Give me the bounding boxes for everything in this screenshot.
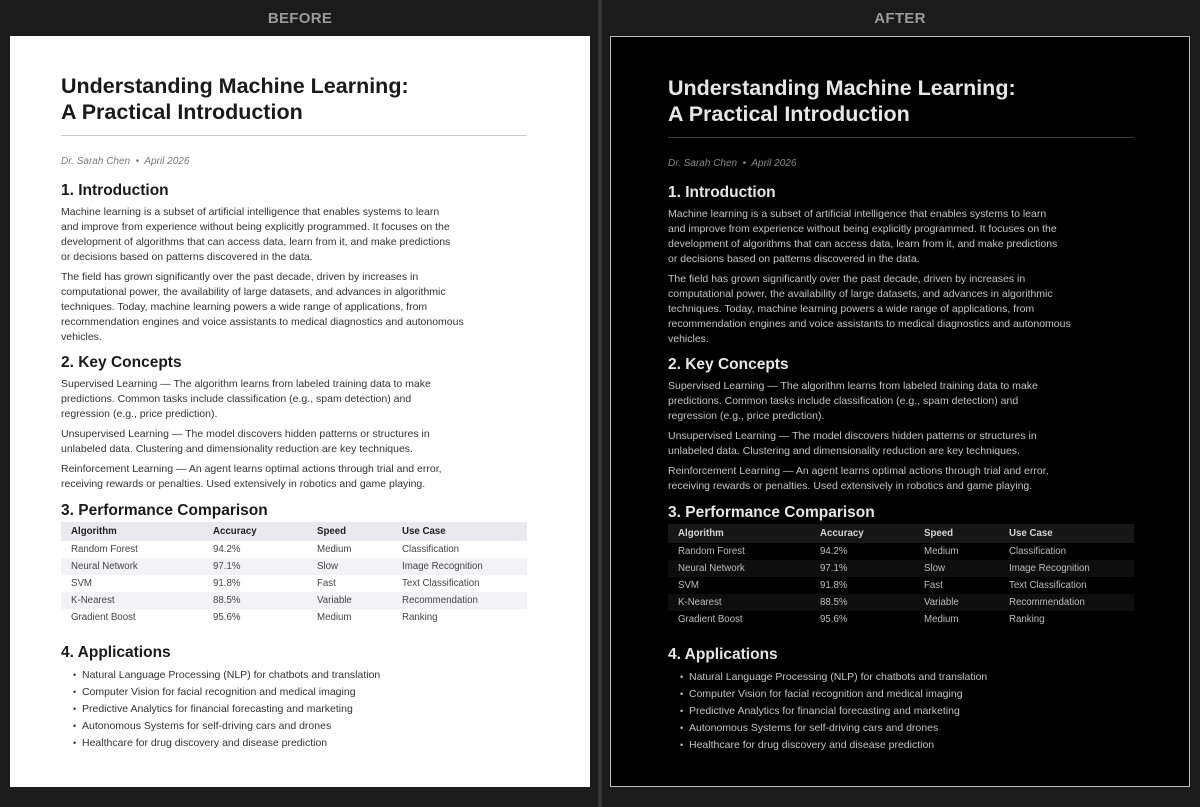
paragraph: Reinforcement Learning — An agent learns optimal actions through trial and error, receiving rewards or penalties. Used extensively in robotics and game playing. <box>61 463 442 490</box>
table-cell: Neural Network <box>668 560 810 577</box>
paragraph: Supervised Learning — The algorithm learns from labeled training data to make predictions. Common tasks include classification (e.g., spam detection) and regression (e.g., price prediction). <box>668 380 1038 422</box>
table-cell: Slow <box>307 558 392 575</box>
column-header: Accuracy <box>203 522 307 541</box>
table-row <box>61 558 527 575</box>
section-heading-performance: 3. Performance Comparison <box>61 502 268 519</box>
document-title <box>668 75 1134 127</box>
table-cell: Medium <box>317 544 352 555</box>
table-row <box>668 577 1134 594</box>
section-heading-key-concepts: 2. Key Concepts <box>668 356 789 373</box>
pane-divider <box>598 0 602 807</box>
date: April 2026 <box>751 158 797 169</box>
table-cell: Image Recognition <box>392 558 527 575</box>
list-item: • Autonomous Systems for self-driving cars and drones <box>73 718 527 735</box>
title-rule <box>61 135 527 136</box>
table-cell: Medium <box>924 614 959 625</box>
table-cell: K-Nearest <box>668 594 810 611</box>
title-rule <box>668 137 1134 138</box>
table-row <box>61 575 527 592</box>
table-cell: Text Classification <box>402 578 480 589</box>
document <box>61 73 527 752</box>
table-cell: 95.6% <box>213 612 241 623</box>
byline <box>61 156 527 167</box>
byline-separator: • <box>742 158 747 169</box>
list-item: • Healthcare for drug discovery and disease prediction <box>73 735 527 752</box>
table-row <box>61 541 527 558</box>
table-cell: Fast <box>317 578 336 589</box>
section-heading-applications: 4. Applications <box>668 646 778 663</box>
table-cell: Image Recognition <box>999 560 1134 577</box>
table-cell: Ranking <box>1009 614 1045 625</box>
table-cell: 88.5% <box>810 594 914 611</box>
table-row <box>61 592 527 609</box>
table-cell: K-Nearest <box>61 592 203 609</box>
paragraph: Unsupervised Learning — The model discovers hidden patterns or structures in unlabeled data. Clustering and dimensionality reduction are key techniques. <box>668 430 1037 457</box>
before-page <box>10 36 590 787</box>
document-title <box>61 73 527 125</box>
section-heading-applications: 4. Applications <box>61 644 171 661</box>
paragraph: Machine learning is a subset of artificial intelligence that enables systems to learn and improve from experience without being explicitly programmed. It focuses on the development of algorithms that can access data, learn from it, and make predictions or decisions based on patterns discovered in the data. <box>668 208 1058 265</box>
after-label: AFTER <box>874 10 926 27</box>
list-item: • Natural Language Processing (NLP) for chatbots and translation <box>680 669 1134 686</box>
author: Dr. Sarah Chen <box>61 156 131 167</box>
performance-table <box>668 524 1134 628</box>
table-cell: Neural Network <box>61 558 203 575</box>
performance-table <box>61 522 527 626</box>
table-cell: SVM <box>678 580 699 591</box>
table-row <box>668 594 1134 611</box>
title-line-1: Understanding Machine Learning: <box>668 76 1016 100</box>
table-cell: Text Classification <box>1009 580 1087 591</box>
list-item: • Predictive Analytics for financial forecasting and marketing <box>680 703 1134 720</box>
before-label: BEFORE <box>267 10 333 27</box>
date: April 2026 <box>144 156 190 167</box>
table-row <box>668 560 1134 577</box>
after-page <box>610 36 1190 787</box>
table-cell: Recommendation <box>999 594 1134 611</box>
column-header: Use Case <box>392 522 527 541</box>
table-cell: SVM <box>71 578 92 589</box>
section-heading-introduction: 1. Introduction <box>668 184 776 201</box>
byline <box>668 158 1134 169</box>
applications-list <box>73 667 527 752</box>
paragraph: Machine learning is a subset of artificial intelligence that enables systems to learn and improve from experience without being explicitly programmed. It focuses on the development of algorithms that can access data, learn from it, and make predictions or decisions based on patterns discovered in the data. <box>61 206 451 263</box>
table-cell: Variable <box>307 592 392 609</box>
table-cell: 95.6% <box>820 614 848 625</box>
title-line-2: A Practical Introduction <box>61 100 303 124</box>
list-item: • Natural Language Processing (NLP) for chatbots and translation <box>73 667 527 684</box>
table-cell: Random Forest <box>678 546 745 557</box>
column-header: Algorithm <box>61 522 203 541</box>
table-cell: Classification <box>1009 546 1067 557</box>
title-line-1: Understanding Machine Learning: <box>61 74 409 98</box>
table-cell: 88.5% <box>203 592 307 609</box>
table-cell: Variable <box>914 594 999 611</box>
list-item: • Healthcare for drug discovery and disease prediction <box>680 737 1134 754</box>
paragraph: The field has grown significantly over the past decade, driven by increases in computational power, the availability of large datasets, and advances in algorithmic techniques. Today, machine learning powers a wide range of applications, from recommendation engines and voice assistants to medical diagnostics and autonomous vehicles. <box>668 273 1071 345</box>
section-heading-key-concepts: 2. Key Concepts <box>61 354 182 371</box>
title-line-2: A Practical Introduction <box>668 102 910 126</box>
table-cell: 91.8% <box>213 578 241 589</box>
author: Dr. Sarah Chen <box>668 158 738 169</box>
table-cell: Medium <box>924 546 959 557</box>
column-header: Algorithm <box>668 524 810 543</box>
table-row <box>668 543 1134 560</box>
table-cell: 91.8% <box>820 580 848 591</box>
list-item: • Predictive Analytics for financial forecasting and marketing <box>73 701 527 718</box>
byline-separator: • <box>135 156 140 167</box>
column-header: Speed <box>307 522 392 541</box>
table-cell: Slow <box>914 560 999 577</box>
list-item: • Computer Vision for facial recognition and medical imaging <box>680 686 1134 703</box>
column-header: Speed <box>914 524 999 543</box>
table-cell: Random Forest <box>71 544 138 555</box>
document <box>668 75 1134 754</box>
list-item: • Computer Vision for facial recognition and medical imaging <box>73 684 527 701</box>
column-header: Accuracy <box>810 524 914 543</box>
section-heading-introduction: 1. Introduction <box>61 182 169 199</box>
applications-list <box>680 669 1134 754</box>
table-cell: 94.2% <box>820 546 848 557</box>
table-cell: Ranking <box>402 612 438 623</box>
table-cell: Fast <box>924 580 943 591</box>
list-item: • Autonomous Systems for self-driving cars and drones <box>680 720 1134 737</box>
table-cell: Medium <box>317 612 352 623</box>
table-cell: 94.2% <box>213 544 241 555</box>
table-cell: 97.1% <box>810 560 914 577</box>
table-cell: Gradient Boost <box>678 614 743 625</box>
table-cell: Gradient Boost <box>71 612 136 623</box>
table-cell: Recommendation <box>392 592 527 609</box>
paragraph: Supervised Learning — The algorithm learns from labeled training data to make predictions. Common tasks include classification (e.g., spam detection) and regression (e.g., price prediction). <box>61 378 431 420</box>
table-cell: Classification <box>402 544 460 555</box>
table-row <box>668 611 1134 628</box>
table-row <box>61 609 527 626</box>
section-heading-performance: 3. Performance Comparison <box>668 504 875 521</box>
table-header-row <box>61 522 527 541</box>
paragraph: Unsupervised Learning — The model discovers hidden patterns or structures in unlabeled data. Clustering and dimensionality reduction are key techniques. <box>61 428 430 455</box>
paragraph: Reinforcement Learning — An agent learns optimal actions through trial and error, receiving rewards or penalties. Used extensively in robotics and game playing. <box>668 465 1049 492</box>
table-cell: 97.1% <box>203 558 307 575</box>
column-header: Use Case <box>999 524 1134 543</box>
paragraph: The field has grown significantly over the past decade, driven by increases in computational power, the availability of large datasets, and advances in algorithmic techniques. Today, machine learning powers a wide range of applications, from recommendation engines and voice assistants to medical diagnostics and autonomous vehicles. <box>61 271 464 343</box>
table-header-row <box>668 524 1134 543</box>
